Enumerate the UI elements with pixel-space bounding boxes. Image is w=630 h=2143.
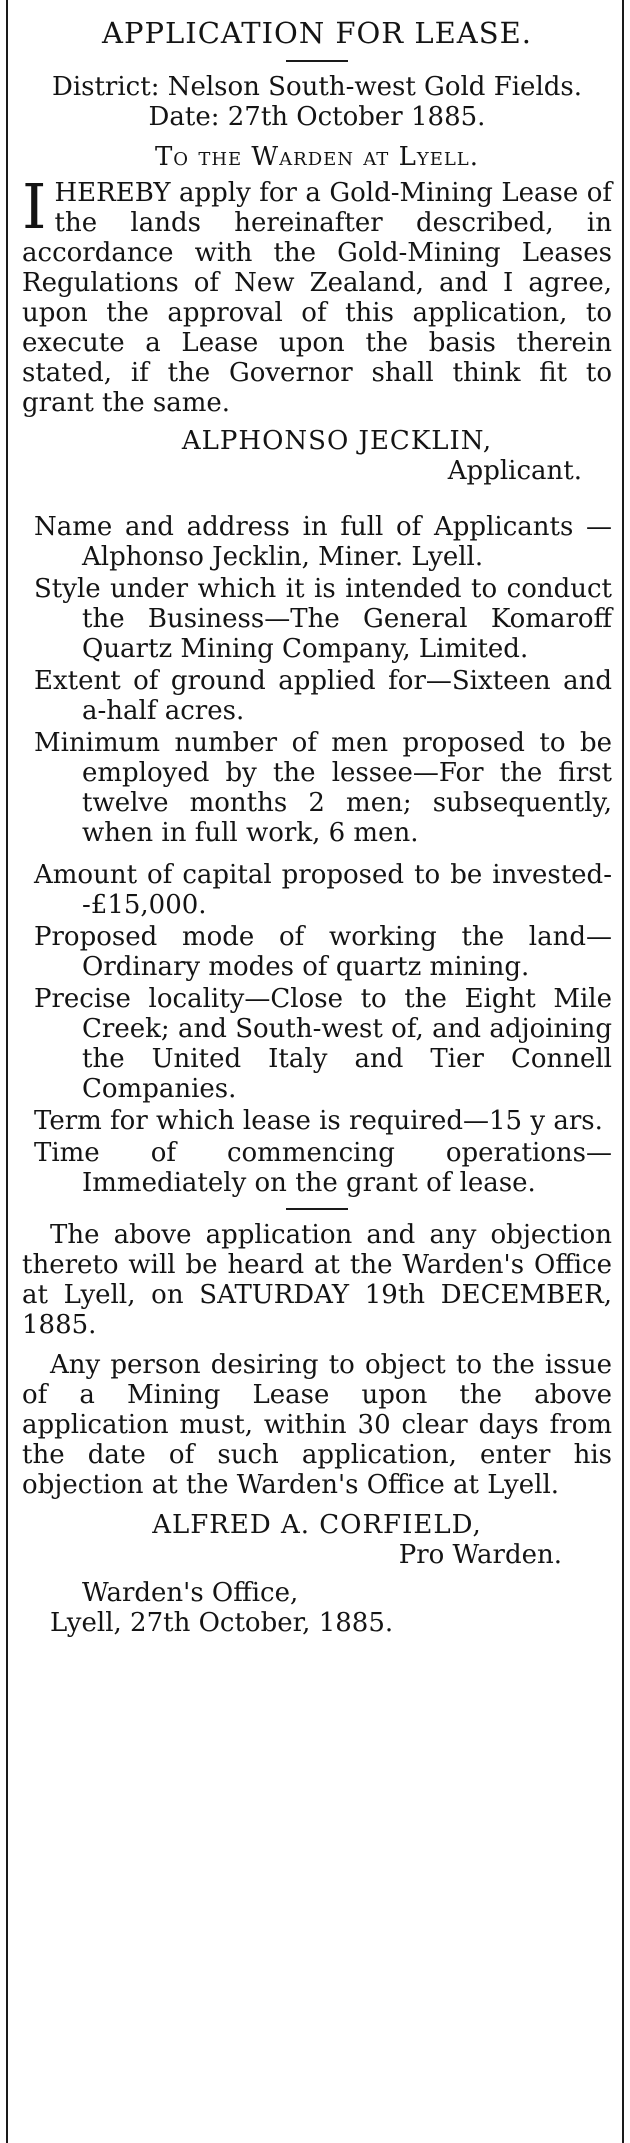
list-item: Minimum number of men proposed to be employed by the lessee—For the first twelve months 2 men; subsequently, when in full work, 6 men. <box>34 728 612 848</box>
left-column-rule <box>6 0 8 2143</box>
list-item: Name and address in full of Applicants —Alphonso Jecklin, Miner. Lyell. <box>34 512 612 572</box>
addressee-line: To the Warden at Lyell. <box>154 142 480 172</box>
applicant-role: Applicant. <box>447 456 582 486</box>
section-divider <box>286 1208 348 1210</box>
list-item: Precise locality—Close to the Eight Mile Creek; and South-west of, and adjoining the United Italy and Tier Connell Companies. <box>34 984 612 1104</box>
notice-title: APPLICATION FOR LEASE. <box>102 16 532 50</box>
list-item: Time of commencing operations—Immediately on the grant of lease. <box>34 1138 612 1198</box>
list-item: Extent of ground applied for—Sixteen and a-half acres. <box>34 666 612 726</box>
right-column-rule <box>622 0 624 2143</box>
signatory-name: ALFRED A. CORFIELD, <box>152 1510 482 1540</box>
objection-notice: Any person desiring to object to the issue of a Mining Lease upon the above application must, within 30 clear days from the date of such application, enter his objection at the Warden's Office at Lyell. <box>22 1350 612 1500</box>
district-line: District: Nelson South-west Gold Fields. <box>51 72 583 102</box>
lease-details-list <box>22 512 612 1198</box>
hearing-notice: The above application and any objection thereto will be heard at the Warden's Office at Lyell, on SATURDAY 19th DECEMBER, 1885. <box>22 1220 612 1340</box>
list-item: Amount of capital proposed to be invested- -£15,000. <box>34 860 612 920</box>
place-date-line: Lyell, 27th October, 1885. <box>50 1608 394 1638</box>
office-line: Warden's Office, <box>82 1578 299 1608</box>
list-item: Proposed mode of working the land— Ordinary modes of quartz mining. <box>34 922 612 982</box>
list-item: Term for which lease is required—15 y ars. <box>34 1106 603 1136</box>
applicant-name: ALPHONSO JECKLIN, <box>181 426 493 456</box>
date-line: Date: 27th October 1885. <box>148 102 486 132</box>
notice-content <box>22 14 612 1638</box>
drop-cap: I <box>22 170 47 243</box>
application-body <box>22 170 612 418</box>
list-item: Style under which it is intended to conduct the Business—The General Komaroff Quartz Mining Company, Limited. <box>34 574 612 664</box>
title-divider <box>286 60 348 62</box>
application-text: HEREBY apply for a Gold-Mining Lease of the lands hereinafter described, in accordance with the Gold-Mining Leases Regulations of New Zealand, and I agree, upon the approval of this application, to execute a Lease upon the basis therein stated, if the Governor shall think fit to grant the same. <box>22 178 612 418</box>
signatory-role: Pro Warden. <box>398 1540 562 1570</box>
